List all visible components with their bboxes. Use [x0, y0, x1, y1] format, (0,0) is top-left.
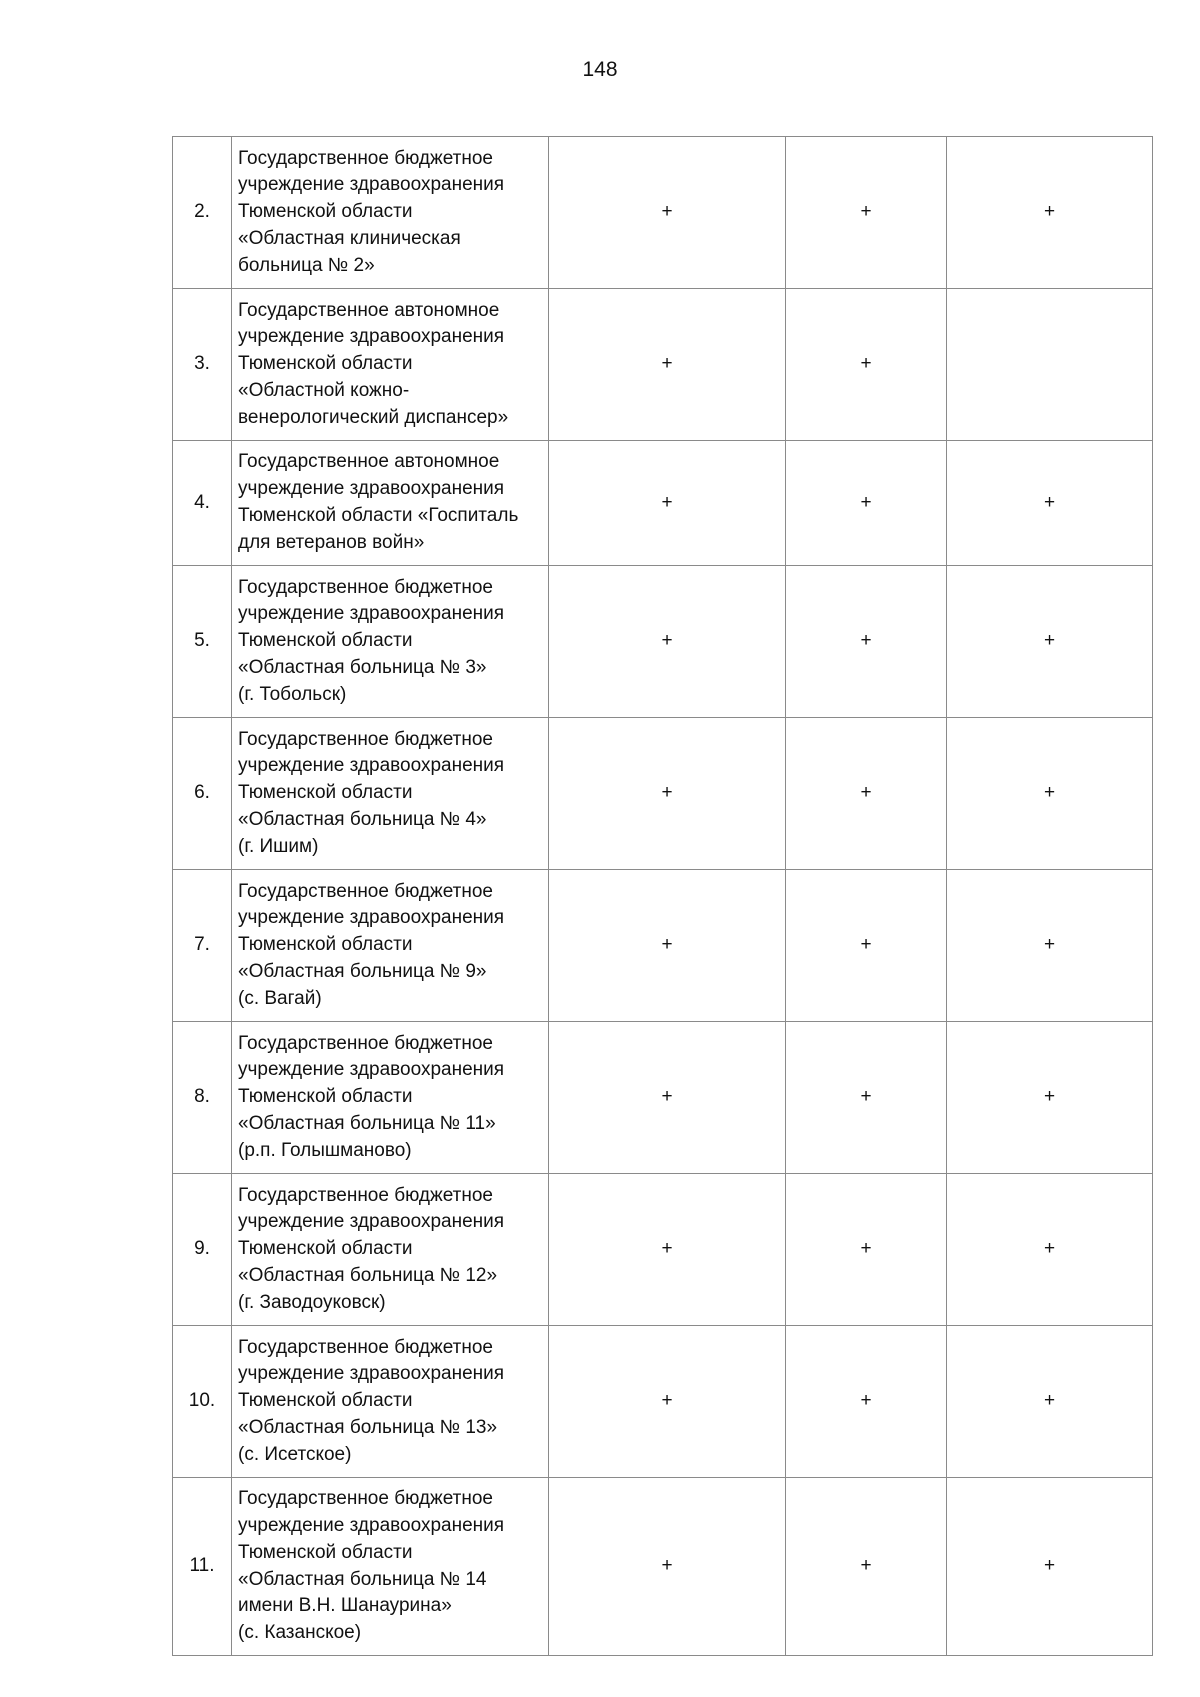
- name-line: учреждение здравоохранения: [238, 907, 505, 929]
- mark-cell-1: +: [549, 441, 786, 566]
- name-line: больница № 2»: [238, 254, 375, 276]
- table-row: [173, 289, 1153, 441]
- row-number: 9.: [173, 1174, 232, 1326]
- mark-cell-1: +: [549, 566, 786, 718]
- name-line: Тюменской области: [238, 1086, 413, 1108]
- row-number: 5.: [173, 566, 232, 718]
- name-line: Тюменской области: [238, 782, 413, 804]
- name-line: для ветеранов войн»: [238, 531, 425, 553]
- table-row: [173, 1326, 1153, 1478]
- name-line: Тюменской области: [238, 353, 413, 375]
- table-row: [173, 1174, 1153, 1326]
- row-number: 6.: [173, 718, 232, 870]
- mark-cell-3: +: [947, 566, 1153, 718]
- name-line: Государственное автономное: [238, 299, 500, 321]
- name-line: Государственное бюджетное: [238, 728, 493, 750]
- name-line: Тюменской области: [238, 1390, 413, 1412]
- name-line: учреждение здравоохранения: [238, 174, 505, 196]
- name-line: (с. Вагай): [238, 987, 322, 1009]
- name-line: Тюменской области «Госпиталь: [238, 505, 519, 526]
- mark-cell-2: +: [786, 870, 947, 1022]
- mark-cell-3: +: [947, 441, 1153, 566]
- name-line: «Областная больница № 3»: [238, 656, 487, 678]
- table-row: [173, 718, 1153, 870]
- mark-cell-2: +: [786, 289, 947, 441]
- name-line: «Областной кожно-: [238, 379, 410, 401]
- mark-cell-3: +: [947, 137, 1153, 289]
- name-line: Государственное бюджетное: [238, 576, 493, 598]
- mark-cell-3: [947, 289, 1153, 441]
- institution-name: [232, 1326, 549, 1478]
- institution-name: [232, 1174, 549, 1326]
- name-line: (с. Казанское): [238, 1622, 362, 1644]
- name-line: имени В.Н. Шанаурина»: [238, 1595, 452, 1617]
- table-row: [173, 870, 1153, 1022]
- row-number: 3.: [173, 289, 232, 441]
- mark-cell-3: +: [947, 718, 1153, 870]
- name-line: учреждение здравоохранения: [238, 1514, 505, 1536]
- name-line: (с. Исетское): [238, 1443, 352, 1465]
- name-line: учреждение здравоохранения: [238, 1363, 505, 1385]
- mark-cell-2: +: [786, 441, 947, 566]
- mark-cell-2: +: [786, 1478, 947, 1656]
- institution-name: [232, 566, 549, 718]
- mark-cell-1: +: [549, 1022, 786, 1174]
- name-line: (г. Ишим): [238, 835, 319, 857]
- name-line: учреждение здравоохранения: [238, 755, 505, 777]
- name-line: Государственное бюджетное: [238, 1336, 493, 1358]
- name-line: Тюменской области: [238, 934, 413, 956]
- mark-cell-2: +: [786, 137, 947, 289]
- mark-cell-2: +: [786, 566, 947, 718]
- table-row: [173, 441, 1153, 566]
- name-line: «Областная больница № 14: [238, 1568, 487, 1590]
- institution-name: [232, 1478, 549, 1656]
- name-line: Тюменской области: [238, 1541, 413, 1563]
- name-line: Государственное бюджетное: [238, 1032, 493, 1054]
- institution-name: [232, 289, 549, 441]
- table-row: [173, 137, 1153, 289]
- mark-cell-3: +: [947, 1174, 1153, 1326]
- mark-cell-1: +: [549, 718, 786, 870]
- mark-cell-1: +: [549, 137, 786, 289]
- institution-name: [232, 718, 549, 870]
- name-line: Государственное бюджетное: [238, 880, 493, 902]
- mark-cell-1: +: [549, 870, 786, 1022]
- mark-cell-3: +: [947, 870, 1153, 1022]
- name-line: Государственное автономное: [238, 451, 500, 473]
- name-line: «Областная больница № 9»: [238, 960, 487, 982]
- mark-cell-3: +: [947, 1022, 1153, 1174]
- name-line: «Областная клиническая: [238, 227, 461, 249]
- name-line: Тюменской области: [238, 1238, 413, 1260]
- name-line: Государственное бюджетное: [238, 1488, 493, 1510]
- mark-cell-1: +: [549, 289, 786, 441]
- name-line: учреждение здравоохранения: [238, 1211, 505, 1233]
- row-number: 4.: [173, 441, 232, 566]
- name-line: учреждение здравоохранения: [238, 603, 505, 625]
- name-line: Государственное бюджетное: [238, 1184, 493, 1206]
- mark-cell-3: +: [947, 1478, 1153, 1656]
- name-line: учреждение здравоохранения: [238, 1059, 505, 1081]
- institutions-table: [172, 136, 1153, 1656]
- mark-cell-1: +: [549, 1478, 786, 1656]
- table-row: [173, 566, 1153, 718]
- institution-name: [232, 1022, 549, 1174]
- name-line: Государственное бюджетное: [238, 147, 493, 169]
- row-number: 7.: [173, 870, 232, 1022]
- mark-cell-1: +: [549, 1326, 786, 1478]
- name-line: венерологический диспансер»: [238, 406, 509, 428]
- mark-cell-2: +: [786, 1326, 947, 1478]
- name-line: учреждение здравоохранения: [238, 478, 505, 500]
- institution-name: [232, 441, 549, 566]
- table-row: [173, 1478, 1153, 1656]
- name-line: (г. Тобольск): [238, 683, 347, 705]
- page-number: 148: [582, 58, 618, 81]
- name-line: (р.п. Голышманово): [238, 1139, 412, 1161]
- table-row: [173, 1022, 1153, 1174]
- name-line: «Областная больница № 12»: [238, 1264, 498, 1286]
- name-line: учреждение здравоохранения: [238, 326, 505, 348]
- name-line: «Областная больница № 4»: [238, 808, 487, 830]
- name-line: «Областная больница № 13»: [238, 1416, 498, 1438]
- row-number: 8.: [173, 1022, 232, 1174]
- mark-cell-2: +: [786, 1022, 947, 1174]
- institution-name: [232, 870, 549, 1022]
- row-number: 11.: [173, 1478, 232, 1656]
- name-line: «Областная больница № 11»: [238, 1112, 496, 1134]
- mark-cell-1: +: [549, 1174, 786, 1326]
- row-number: 2.: [173, 137, 232, 289]
- name-line: Тюменской области: [238, 630, 413, 652]
- name-line: (г. Заводоуковск): [238, 1291, 386, 1313]
- mark-cell-3: +: [947, 1326, 1153, 1478]
- mark-cell-2: +: [786, 1174, 947, 1326]
- name-line: Тюменской области: [238, 201, 413, 223]
- institution-name: [232, 137, 549, 289]
- row-number: 10.: [173, 1326, 232, 1478]
- mark-cell-2: +: [786, 718, 947, 870]
